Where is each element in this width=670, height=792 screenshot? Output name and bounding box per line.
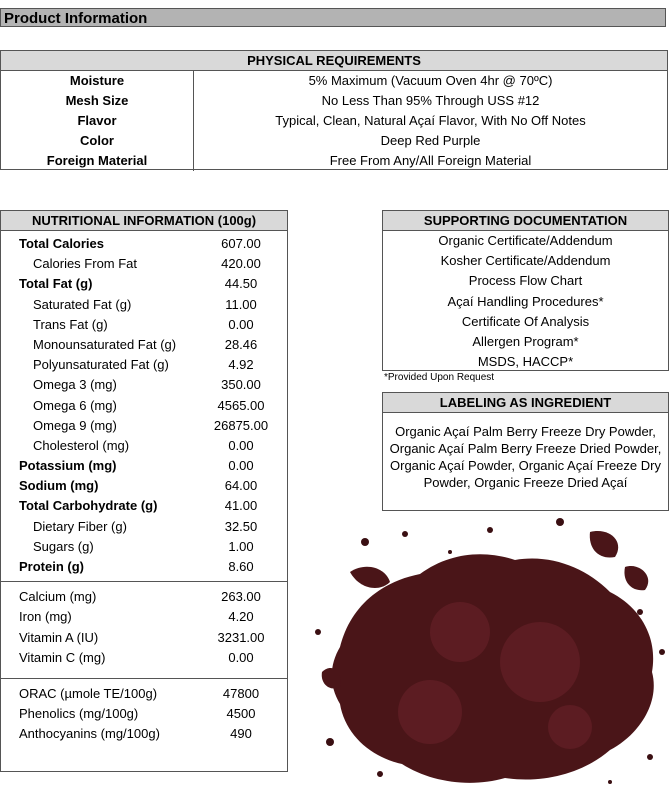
row-value: 28.46 [224, 336, 258, 352]
row-value: Free From Any/All Foreign Material [329, 153, 532, 168]
row-value: 4.92 [228, 357, 254, 373]
row-value: 607.00 [221, 236, 261, 251]
row-label: Saturated Fat (g) [33, 296, 132, 312]
table-row [1, 628, 287, 648]
table-row [1, 607, 287, 627]
row-label: Total Carbohydrate (g) [19, 498, 158, 514]
table-row [1, 537, 287, 557]
row-value: 0.00 [228, 316, 254, 332]
row-label: Flavor [1, 111, 194, 131]
table-row [1, 375, 287, 395]
table-row [1, 71, 667, 91]
antioxidants-section [1, 678, 287, 745]
table-row [1, 648, 287, 668]
table-row [1, 517, 287, 537]
row-label: Total Calories [19, 236, 105, 251]
list-item: Organic Certificate/Addendum [438, 233, 613, 248]
row-label: Calories From Fat [33, 256, 138, 272]
row-value: 4565.00 [217, 397, 265, 413]
row-label: Monounsaturated Fat (g) [33, 336, 177, 352]
labeling-heading: LABELING AS INGREDIENT [383, 393, 668, 413]
row-label: Moisture [1, 71, 194, 91]
row-value: 5% Maximum (Vacuum Oven 4hr @ 70ºC) [308, 73, 553, 88]
row-value: 0.00 [228, 437, 254, 453]
row-value: 41.00 [224, 498, 258, 514]
acai-powder-image [310, 512, 670, 792]
row-value: 44.50 [224, 276, 258, 292]
row-label: Iron (mg) [19, 609, 72, 625]
row-label: Cholesterol (mg) [33, 437, 130, 453]
row-value: 26875.00 [213, 417, 269, 433]
table-row [1, 111, 667, 131]
physical-requirements-table [0, 50, 668, 170]
table-row [1, 496, 287, 516]
row-value: 32.50 [224, 518, 258, 534]
row-label: Trans Fat (g) [33, 316, 108, 332]
row-value: 64.00 [224, 478, 258, 494]
row-value: 0.00 [228, 458, 254, 474]
table-row [1, 335, 287, 355]
row-label: Dietary Fiber (g) [33, 518, 127, 534]
table-row [1, 587, 287, 607]
row-value: 8.60 [228, 559, 254, 574]
table-row [1, 396, 287, 416]
table-row [1, 436, 287, 456]
table-row [1, 91, 667, 111]
list-item: Allergen Program* [472, 333, 579, 349]
labeling-text: Organic Açaí Palm Berry Freeze Dry Powder, Organic Açaí Palm Berry Freeze Dried Powder, Organic Açaí Powder, Organic Açaí Freeze Dry Powder, Organic Freeze Dried Açaí [389, 424, 662, 490]
supporting-documentation-heading: SUPPORTING DOCUMENTATION [383, 211, 668, 231]
row-value: 1.00 [228, 538, 254, 554]
row-value: No Less Than 95% Through USS #12 [321, 93, 540, 108]
row-value: 4.20 [228, 609, 254, 625]
row-label: Vitamin C (mg) [19, 649, 106, 665]
row-value: 350.00 [221, 377, 261, 393]
row-value: Typical, Clean, Natural Açaí Flavor, With No Off Notes [275, 113, 586, 128]
row-label: Sodium (mg) [19, 478, 99, 494]
list-item: Kosher Certificate/Addendum [440, 253, 611, 269]
row-label: Protein (g) [19, 559, 84, 574]
list-item: Açaí Handling Procedures* [447, 293, 604, 309]
table-row [1, 704, 287, 724]
row-label: Color [1, 131, 194, 151]
row-label: Foreign Material [1, 151, 194, 171]
row-value: 11.00 [225, 296, 257, 312]
list-item: Process Flow Chart [468, 273, 583, 289]
table-row [1, 315, 287, 335]
row-label: Potassium (mg) [19, 458, 117, 474]
table-row [1, 416, 287, 436]
table-row [1, 456, 287, 476]
row-label: Sugars (g) [33, 538, 94, 554]
row-label: Polyunsaturated Fat (g) [33, 357, 169, 373]
row-label: Total Fat (g) [19, 276, 93, 292]
table-row [1, 724, 287, 744]
table-row [1, 355, 287, 375]
row-label: Omega 3 (mg) [33, 377, 117, 393]
row-value: 3231.00 [217, 629, 265, 645]
table-row [1, 684, 287, 704]
row-label: Vitamin A (IU) [19, 629, 99, 645]
table-row [1, 557, 287, 577]
supporting-documentation-box [382, 210, 669, 371]
row-value: 490 [230, 726, 252, 742]
row-label: Phenolics (mg/100g) [19, 706, 139, 722]
row-label: ORAC (µmole TE/100g) [19, 685, 158, 701]
table-row [1, 274, 287, 294]
footnote: *Provided Upon Request [384, 372, 495, 383]
row-value: 420.00 [221, 256, 261, 272]
row-label: Omega 6 (mg) [33, 397, 117, 413]
table-row [1, 295, 287, 315]
list-item: MSDS, HACCP* [477, 354, 574, 370]
nutritional-information-table [0, 210, 288, 772]
minerals-section [1, 581, 287, 668]
row-value: 4500 [226, 706, 256, 722]
row-label: Mesh Size [1, 91, 194, 111]
row-label: Calcium (mg) [19, 589, 97, 605]
row-value: 47800 [222, 685, 260, 701]
labeling-box [382, 392, 669, 511]
table-row [1, 234, 287, 254]
table-row [1, 151, 667, 171]
page-title: Product Information [0, 8, 666, 27]
row-value: 263.00 [221, 589, 261, 605]
table-row [1, 254, 287, 274]
row-label: Omega 9 (mg) [33, 417, 117, 433]
physical-requirements-heading: PHYSICAL REQUIREMENTS [1, 51, 667, 71]
table-row [1, 131, 667, 151]
row-value: 0.00 [228, 649, 254, 665]
nutritional-information-heading: NUTRITIONAL INFORMATION (100g) [1, 211, 287, 231]
row-label: Anthocyanins (mg/100g) [19, 726, 160, 742]
list-item: Certificate Of Analysis [461, 313, 590, 329]
table-row [1, 476, 287, 496]
row-value: Deep Red Purple [380, 133, 481, 148]
